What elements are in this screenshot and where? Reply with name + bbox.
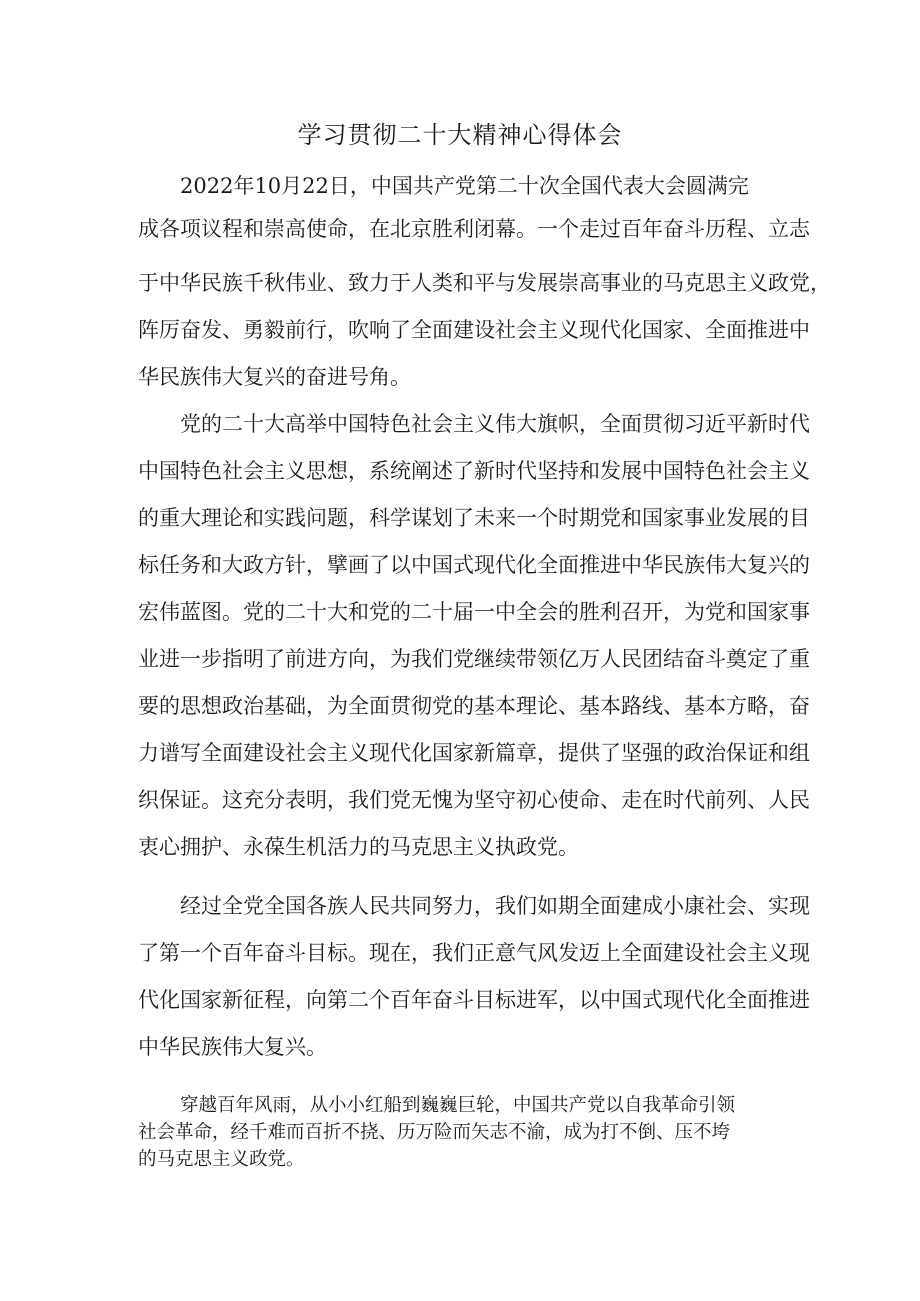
paragraph-2-line-8: 力谱写全面建设社会主义现代化国家新篇章，提供了坚强的政治保证和组 xyxy=(138,741,810,765)
paragraph-2-line-5: 宏伟蓝图。党的二十大和党的二十届一中全会的胜利召开，为党和国家事 xyxy=(138,600,810,624)
paragraph-3-line-4: 中华民族伟大复兴。 xyxy=(138,1035,327,1059)
paragraph-1-line-4: 阵厉奋发、勇毅前行，吹响了全面建设社会主义现代化国家、全面推进中 xyxy=(138,318,810,342)
paragraph-2-line-10: 衷心拥护、永葆生机活力的马克思主义执政党。 xyxy=(138,835,579,859)
paragraph-3-line-2: 了第一个百年奋斗目标。现在，我们正意气风发迈上全面建设社会主义现 xyxy=(138,941,810,965)
paragraph-4-line-3: 的马克思主义政党。 xyxy=(138,1149,305,1170)
paragraph-2-line-7: 要的思想政治基础，为全面贯彻党的基本理论、基本路线、基本方略，奋 xyxy=(138,694,810,718)
paragraph-2-line-2: 中国特色社会主义思想，系统阐述了新时代坚持和发展中国特色社会主义 xyxy=(138,459,810,483)
paragraph-2-line-4: 标任务和大政方针，擘画了以中国式现代化全面推进中华民族伟大复兴的 xyxy=(138,553,810,577)
paragraph-4-line-2: 社会革命，经千难而百折不挠、历万险而矢志不渝，成为打不倒、压不垮 xyxy=(138,1122,731,1143)
paragraph-2-line-6: 业进一步指明了前进方向，为我们党继续带领亿万人民团结奋斗奠定了重 xyxy=(138,647,810,671)
paragraph-2-line-3: 的重大理论和实践问题，科学谋划了未来一个时期党和国家事业发展的目 xyxy=(138,506,810,530)
paragraph-2-line-1: 党的二十大高举中国特色社会主义伟大旗帜，全面贯彻习近平新时代 xyxy=(180,412,810,436)
paragraph-3-line-1: 经过全党全国各族人民共同努力，我们如期全面建成小康社会、实现 xyxy=(180,894,810,918)
paragraph-1-line-1: 2022年10月22日，中国共产党第二十次全国代表大会圆满完 xyxy=(180,174,749,198)
paragraph-2-line-9: 织保证。这充分表明，我们党无愧为坚守初心使命、走在时代前列、人民 xyxy=(138,788,810,812)
paragraph-3-line-3: 代化国家新征程，向第二个百年奋斗目标进军，以中国式现代化全面推进 xyxy=(138,988,810,1012)
paragraph-4-line-1: 穿越百年风雨，从小小红船到巍巍巨轮，中国共产党以自我革命引领 xyxy=(180,1095,736,1116)
paragraph-1-line-3: 于中华民族千秋伟业、致力于人类和平与发展崇高事业的马克思主义政党， xyxy=(138,271,831,295)
paragraph-1-line-5: 华民族伟大复兴的奋进号角。 xyxy=(138,365,411,389)
paragraph-1-line-2: 成各项议程和崇高使命，在北京胜利闭幕。一个走过百年奋斗历程、立志 xyxy=(138,217,810,241)
document-title: 学习贯彻二十大精神心得体会 xyxy=(297,121,623,149)
